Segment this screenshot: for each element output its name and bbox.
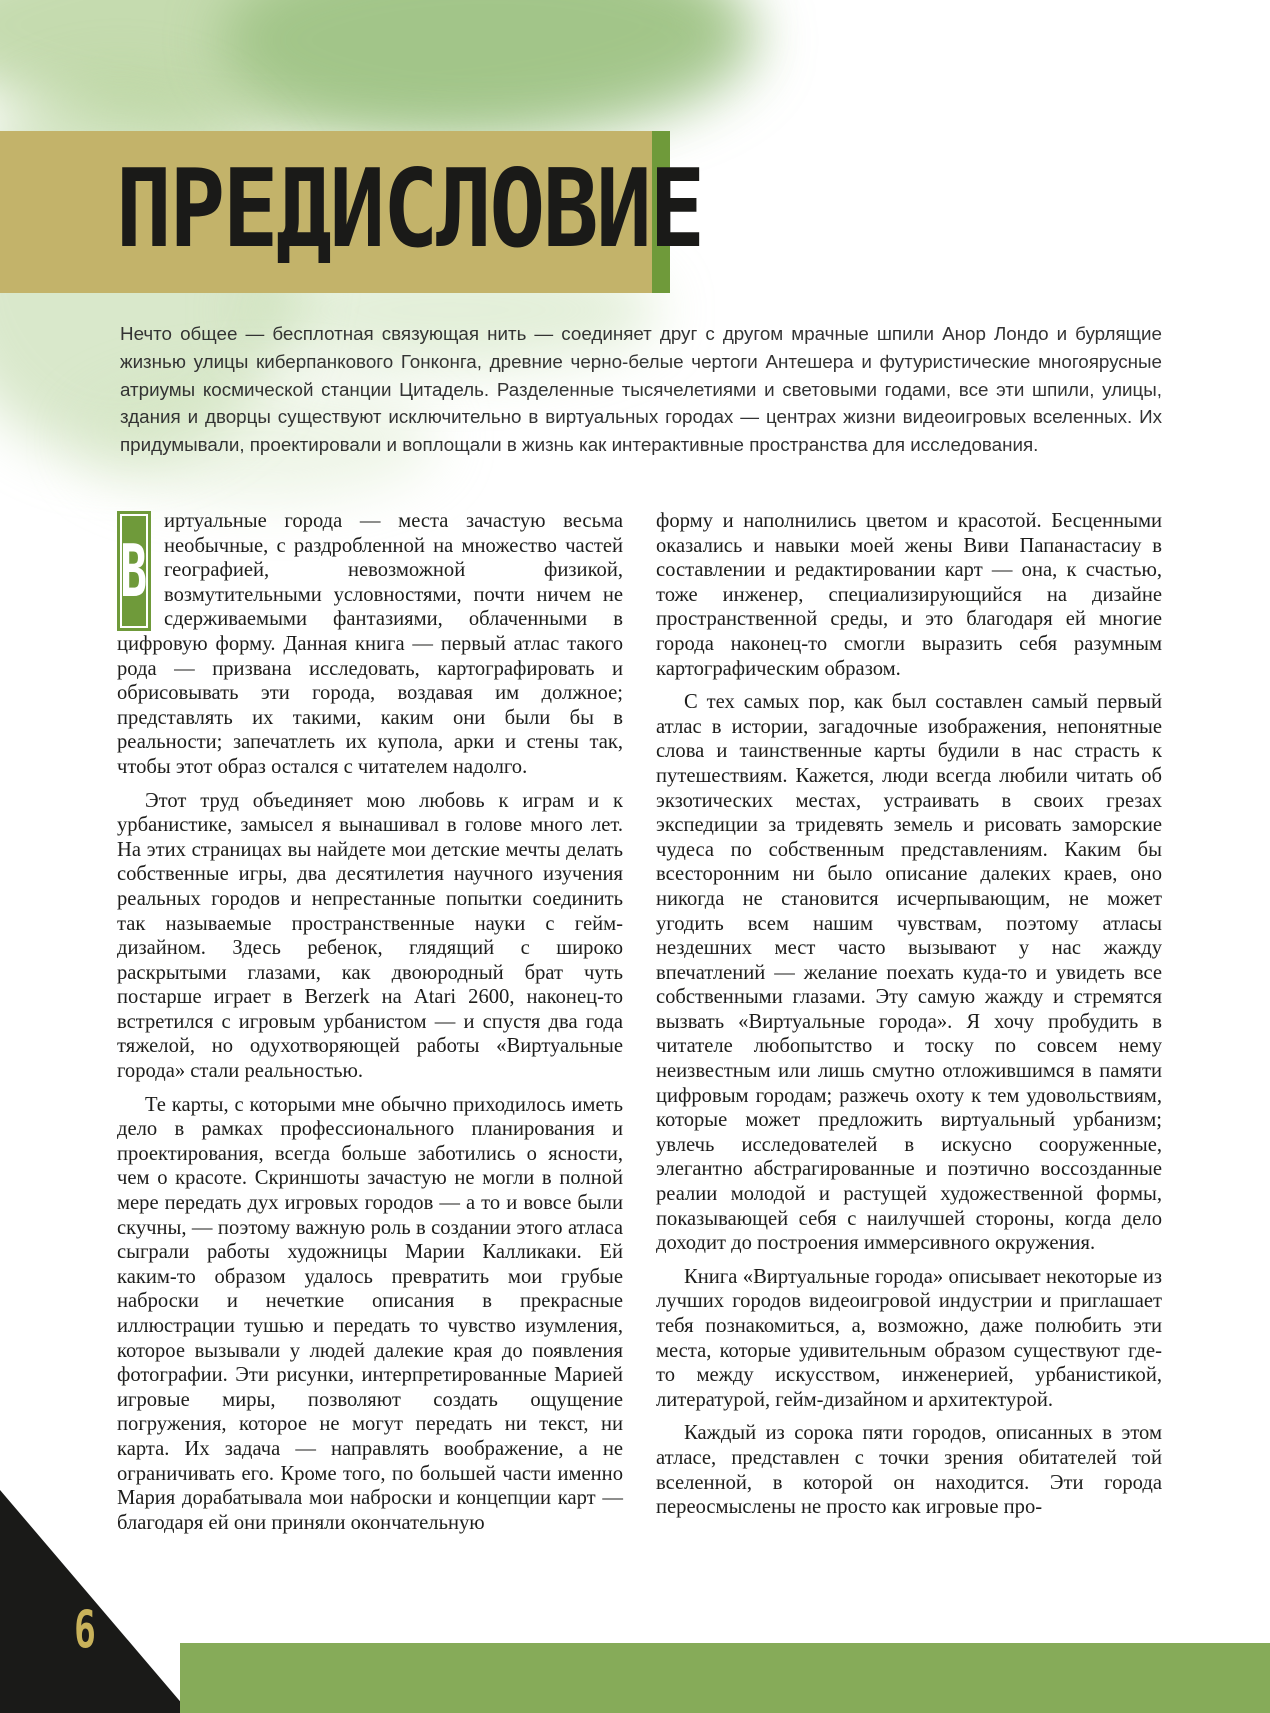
body-paragraph — [117, 509, 623, 780]
watercolor-wash — [0, 0, 740, 140]
drop-cap: В — [117, 511, 151, 631]
paragraph-text: иртуальные города — места зачастую весьма необычные, с раздробленной на множество частей географией, невозможной физикой, возмутительными условностями, почти ничем не сдерживаемыми фантазиями, облаченными в цифровую форму. Данная книга — первый атлас такого рода — призвана исследовать, картографировать и обрисовывать эти города, воздавая им должное; представлять их такими, каким они были бы в реальности; запечатлеть их купола, арки и стены так, чтобы этот образ остался с читателем надолго. — [117, 510, 623, 778]
body-paragraph: С тех самых пор, как был составлен самый первый атлас в истории, загадочные изображения, непонятные слова и таинственные карты будили в нас страсть к путешествиям. Кажется, люди всегда любили читать об экзотических местах, устраивать в своих грезах экспедиции за тридевять земель и рисовать заморские чудеса по собственным представлениям. Каким бы всесторонним ни было описание далеких краев, оно никогда не становится исчерпывающим, не может угодить всем нашим чувствам, поэтому атласы нездешних мест часто вызывают у нас жажду впечатлений — желание поехать куда-то и увидеть все собственными глазами. Эту самую жажду и стремятся вызвать «Виртуальные города». Я хочу пробудить в читателе любопытство и тоску по совсем нему неизвестным или лишь смутно отложившимся в памяти цифровым городам; разжечь охоту к тем удовольствиям, которые может предложить виртуальный урбанизм; увлечь исследователей в искусно сооруженные, элегантно абстрагированные и поэтично воссозданные реалии молодой и растущей художественной формы, показывающей себя с наилучшей стороны, когда дело доходит до построения иммерсивного окружения. — [656, 691, 1162, 1255]
page-number: 6 — [74, 1600, 96, 1660]
body-paragraph: Каждый из сорока пяти городов, описанных в этом атласе, представлен с точки зрения обитателей той вселенной, в которой он находится. Эти города переосмыслены не просто как игровые про- — [656, 1422, 1162, 1519]
body-paragraph: Те карты, с которыми мне обычно приходилось иметь дело в рамках профессионального планирования и проектирования, всегда больше заботились о ясности, чем о красоте. Скриншоты зачастую не могли в полной мере передать дух игровых городов — а то и вовсе были скучны, — поэтому важную роль в создании этого атласа сыграли работы художницы Марии Калликаки. Ей каким-то образом удалось превратить мои грубые наброски и нечеткие описания в прекрасные иллюстрации тушью и передать то чувство изумления, которое вызывали у людей далекие края до появления фотографии. Эти рисунки, интерпретированные Марией игровые миры, позволяют создать ощущение погружения, которое не могут передать ни текст, ни карта. Их задача — направлять воображение, а не ограничивать его. Кроме того, по большей части именно Мария дорабатывала мои наброски и концепции карт — благодаря ей они приняли окончательную — [117, 1093, 623, 1534]
watercolor-wash — [220, 0, 760, 140]
footer-green-bar — [180, 1643, 1270, 1713]
body-column-right — [656, 509, 1162, 1529]
lead-paragraph: Нечто общее — бесплотная связующая нить — соединяет друг с другом мрачные шпили Анор Лондо и бурлящие жизнью улицы киберпанкового Гонконга, древние черно-белые чертоги Антешера и футуристические многоярусные атриумы космической станции Цитадель. Разделенные тысячелетиями и световыми годами, все эти шпили, улицы, здания и дворцы существуют исключительно в виртуальных городах — центрах жизни видеоигровых вселенных. Их придумывали, проектировали и воплощали в жизнь как интерактивные пространства для исследования. — [120, 323, 1162, 456]
body-paragraph: форму и наполнились цветом и красотой. Бесценными оказались и навыки моей жены Виви Папанастасиу в составлении и редактировании карт — она, к счастью, тоже инженер, специализирующийся на дизайне пространственной среды, и это благодаря ей многие города наконец-то смогли выразить себя разумным картографическим образом. — [656, 510, 1162, 680]
page-title: ПРЕДИСЛОВИЕ — [116, 147, 703, 272]
body-paragraph: Этот труд объединяет мою любовь к играм и к урбанистике, замысел я вынашивал в голове много лет. На этих страницах вы найдете мои детские мечты делать собственные игры, два десятилетия научного изучения реальных городов и непрестанные попытки соединить так называемые пространственные науки с гейм-дизайном. Здесь ребенок, глядящий с широко раскрытыми глазами, как двоюродный брат чуть постарше играет в Berzerk на Atari 2600, наконец-то встретился с игровым урбанистом — и спустя два года тяжелой, но одухотворяющей работы «Виртуальные города» стали реальностью. — [117, 789, 623, 1083]
body-column-left — [117, 509, 623, 1544]
body-paragraph: Книга «Виртуальные города» описывает некоторые из лучших городов видеоигровой индустрии и приглашает тебя познакомиться, а, возможно, даже полюбить эти места, которые удивительным образом существуют где-то между искусством, инженерией, урбанистикой, литературой, гейм-дизайном и архитектурой. — [656, 1265, 1162, 1411]
